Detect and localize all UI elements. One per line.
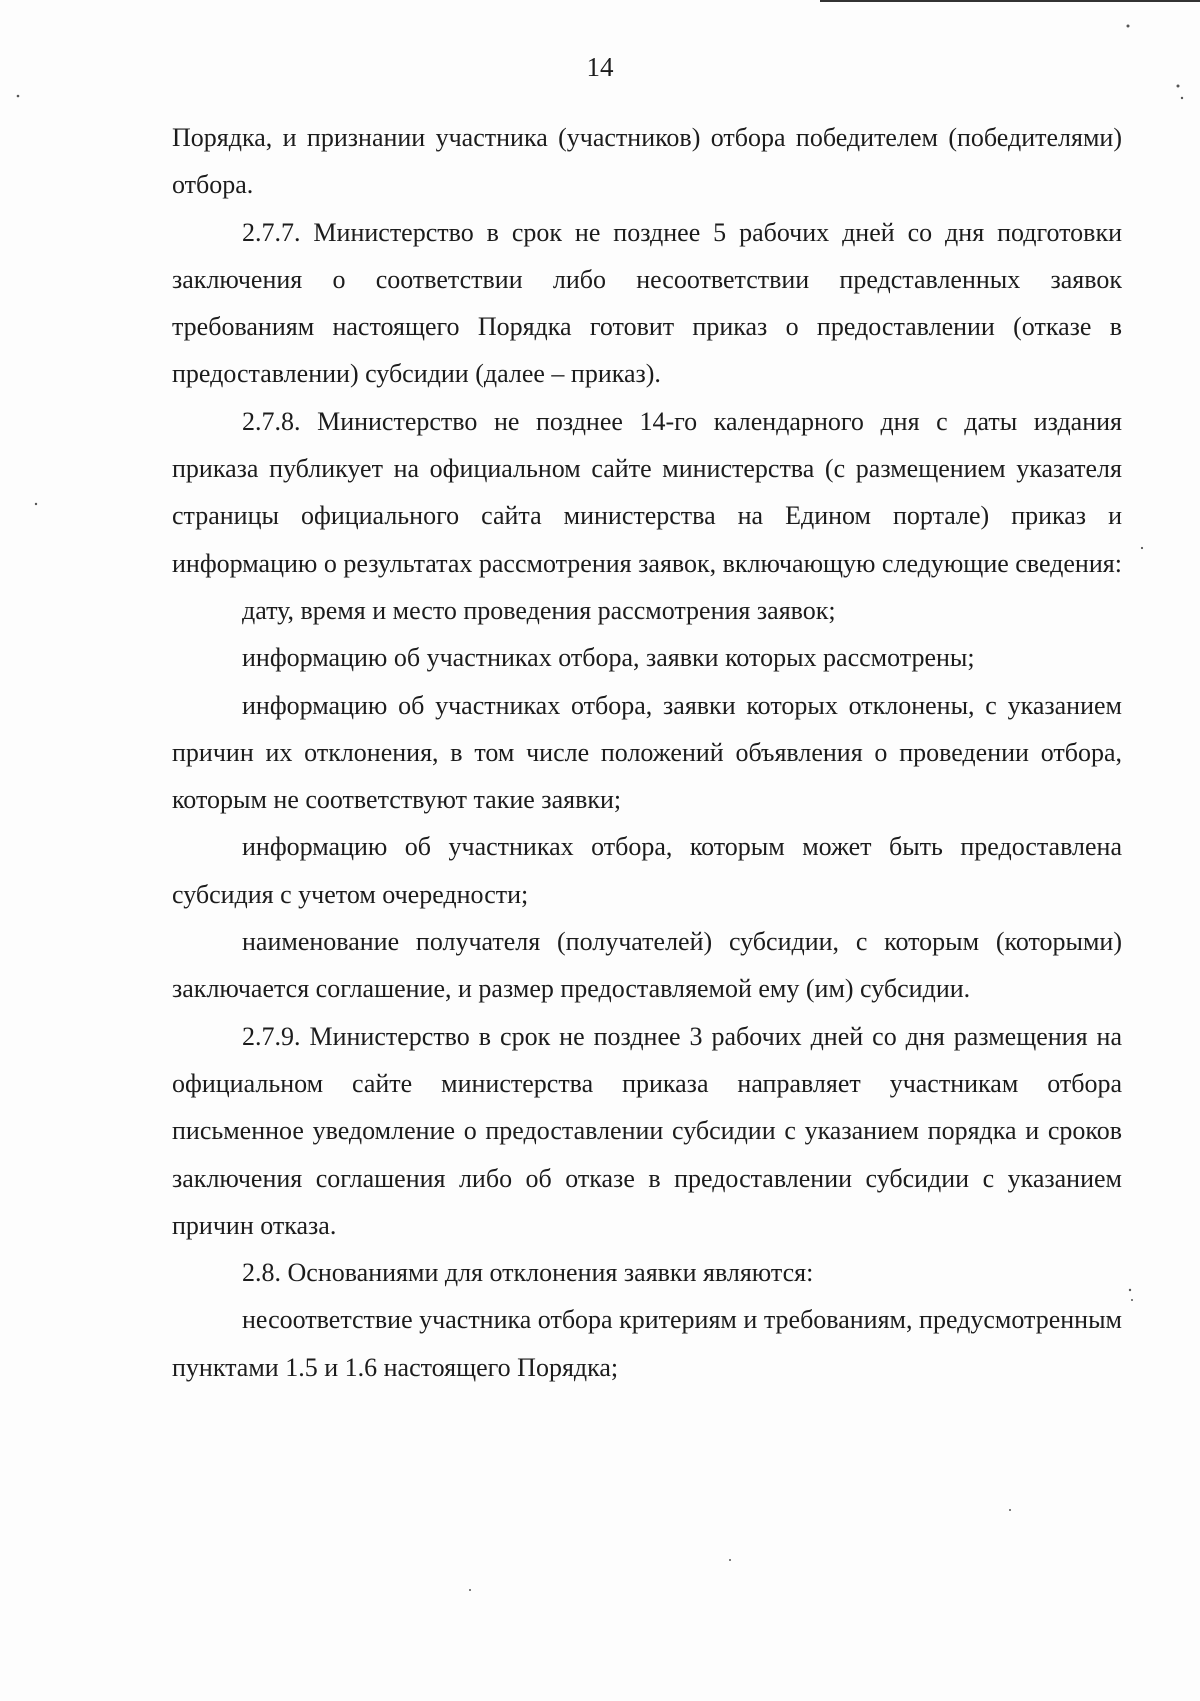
paragraph-2-7-7: 2.7.7. Министерство в срок не позднее 5 рабочих дней со дня подготовки заключения о соответствии либо несоответствии представленных заявок требованиям настоящего Порядка готовит приказ о предоставлении (отказе в предоставлении) субсидии (далее – приказ). bbox=[172, 217, 1122, 389]
paragraph-2-8: 2.8. Основаниями для отклонения заявки являются: bbox=[242, 1258, 814, 1288]
paragraph-2-7-8: 2.7.8. Министерство не позднее 14-го календарного дня с даты издания приказа публикует на официальном сайте министерства (с размещением указателя страницы официального сайта министерства на Едином портале) приказ и информацию о результатах рассмотрения заявок, включающую следующие сведения: bbox=[172, 406, 1122, 578]
list-item-eligible-participants: информацию об участниках отбора, которым может быть предоставлена субсидия с учетом очередности; bbox=[172, 832, 1122, 909]
list-item-recipient-name: наименование получателя (получателей) субсидии, с которым (которыми) заключается соглашение, и размер предоставляемой ему (им) субсидии. bbox=[172, 927, 1122, 1004]
list-item-rejected-participants: информацию об участниках отбора, заявки которых отклонены, с указанием причин их отклонения, в том числе положений объявления о проведении отбора, которым не соответствуют такие заявки; bbox=[172, 690, 1122, 815]
paragraph-continuation: Порядка, и признании участника (участников) отбора победителем (победителями) отбора. bbox=[172, 123, 1122, 200]
paragraph-2-7-9: 2.7.9. Министерство в срок не позднее 3 рабочих дней со дня размещения на официальном сайте министерства приказа направляет участникам отбора письменное уведомление о предоставлении субсидии с указанием порядка и сроков заключения соглашения либо об отказе в предоставлении субсидии с указанием причин отказа. bbox=[172, 1021, 1122, 1240]
page-number: 14 bbox=[586, 52, 614, 82]
document-body bbox=[172, 114, 1122, 1391]
top-border-line bbox=[820, 0, 1200, 2]
list-item-noncompliance: несоответствие участника отбора критериям и требованиям, предусмотренным пунктами 1.5 и 1.6 настоящего Порядка; bbox=[172, 1305, 1122, 1382]
list-item-date-time-place: дату, время и место проведения рассмотрения заявок; bbox=[242, 595, 836, 625]
list-item-reviewed-participants: информацию об участниках отбора, заявки которых рассмотрены; bbox=[242, 643, 975, 673]
